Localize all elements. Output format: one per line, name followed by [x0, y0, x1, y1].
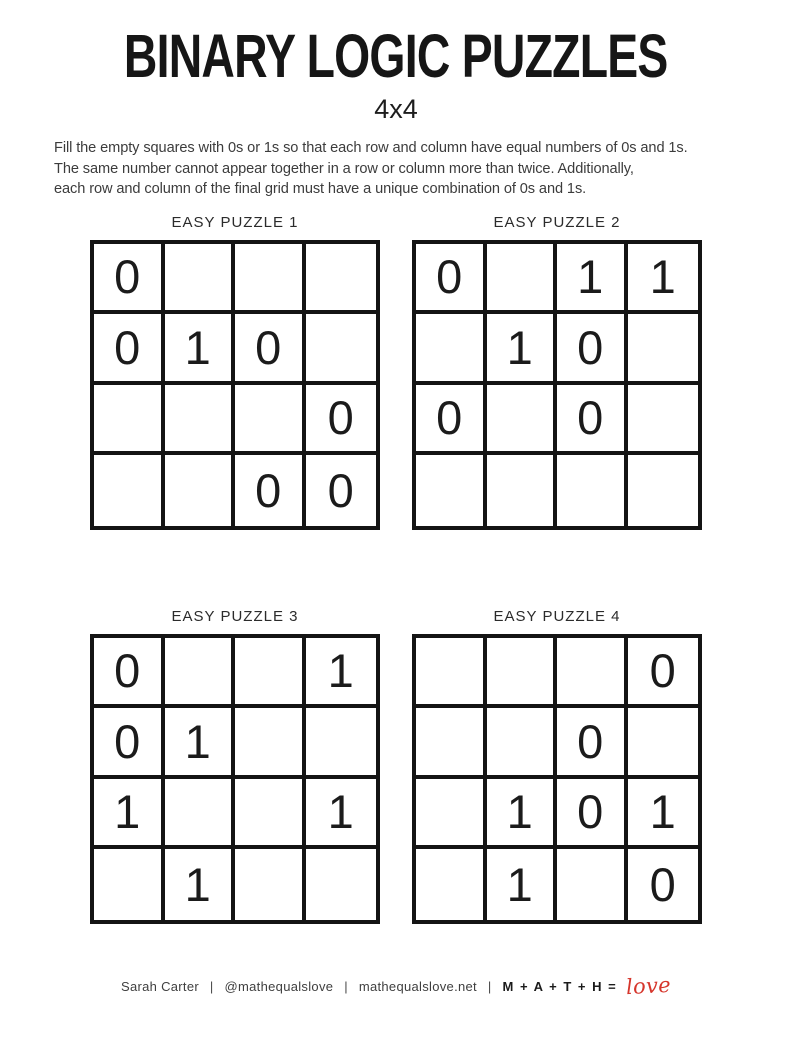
puzzle-cell: 1 — [487, 314, 558, 385]
puzzle-block-4 — [412, 608, 702, 924]
puzzle-cell — [557, 849, 628, 920]
puzzle-cell: 1 — [628, 779, 699, 850]
page-title: BINARY LOGIC PUZZLES — [124, 22, 668, 90]
puzzle-cell — [235, 708, 306, 779]
puzzle-title: EASY PUZZLE 4 — [493, 607, 621, 625]
worksheet-page — [0, 22, 792, 1054]
puzzle-cell: 0 — [649, 857, 676, 911]
puzzle-grid-4 — [412, 634, 702, 924]
puzzle-cell — [416, 779, 487, 850]
puzzle-row-top — [0, 214, 792, 530]
puzzle-cell — [94, 385, 165, 456]
puzzle-block-2 — [412, 214, 702, 530]
puzzle-cell: 1 — [165, 314, 236, 385]
puzzle-block-3 — [90, 608, 380, 924]
puzzle-cell: 0 — [94, 708, 165, 779]
instructions — [54, 138, 738, 200]
puzzle-cell — [416, 849, 487, 920]
puzzle-cell: 1 — [165, 849, 236, 920]
puzzle-title: EASY PUZZLE 3 — [171, 607, 299, 625]
puzzle-cell — [235, 244, 306, 315]
puzzle-cell: 1 — [165, 708, 236, 779]
puzzle-cell: 0 — [94, 244, 165, 315]
puzzle-cell: 0 — [94, 638, 165, 709]
puzzle-cell: 0 — [94, 314, 165, 385]
footer-handle: @mathequalslove — [224, 979, 334, 994]
puzzle-title: EASY PUZZLE 2 — [493, 213, 621, 231]
puzzle-cell — [487, 385, 558, 456]
puzzle-cell — [165, 638, 236, 709]
puzzle-cell — [487, 244, 558, 315]
puzzle-cell — [306, 849, 377, 920]
footer-website: mathequalslove.net — [358, 979, 477, 994]
puzzle-cell — [165, 385, 236, 456]
puzzle-cell — [165, 455, 236, 526]
puzzle-grid-1 — [90, 240, 380, 530]
puzzle-row-bottom — [0, 608, 792, 924]
puzzle-cell — [94, 849, 165, 920]
puzzle-cell — [487, 455, 558, 526]
puzzle-cell: 1 — [306, 779, 377, 850]
puzzle-cell — [557, 638, 628, 709]
footer-separator: | — [344, 979, 348, 994]
puzzle-cell — [557, 455, 628, 526]
puzzle-cell: 0 — [235, 455, 306, 526]
footer-love-script: love — [625, 972, 672, 1000]
puzzle-cell — [165, 779, 236, 850]
instruction-line: The same number cannot appear together in a row or column more than twice. Additionally, — [54, 160, 634, 177]
footer-author: Sarah Carter — [120, 979, 199, 994]
puzzle-cell: 0 — [557, 385, 628, 456]
instruction-line: Fill the empty squares with 0s or 1s so that each row and column have equal numbers of 0s and 1s. — [54, 140, 688, 156]
puzzle-cell: 1 — [306, 638, 377, 709]
puzzle-block-1 — [90, 214, 380, 530]
page-subtitle: 4x4 — [374, 94, 418, 124]
puzzle-cell — [165, 244, 236, 315]
puzzle-cell: 0 — [557, 779, 628, 850]
puzzle-cell: 0 — [557, 314, 628, 385]
puzzle-cell: 0 — [235, 314, 306, 385]
puzzle-cell: 0 — [416, 244, 487, 315]
puzzle-cell — [94, 455, 165, 526]
puzzle-cell — [306, 314, 377, 385]
puzzle-cell: 1 — [557, 244, 628, 315]
puzzle-cell: 0 — [306, 385, 377, 456]
puzzle-cell — [416, 455, 487, 526]
puzzle-cell: 1 — [487, 849, 558, 920]
footer-separator: | — [209, 979, 214, 994]
puzzle-cell: 1 — [628, 244, 699, 315]
footer-credit-line — [0, 972, 792, 1000]
puzzle-cell — [235, 638, 306, 709]
puzzle-cell — [235, 385, 306, 456]
puzzle-cell: 0 — [557, 708, 628, 779]
puzzle-title: EASY PUZZLE 1 — [171, 213, 299, 231]
puzzle-grid-2 — [412, 240, 702, 530]
puzzle-cell — [416, 314, 487, 385]
puzzle-cell: 0 — [628, 638, 699, 709]
puzzle-cell — [416, 708, 487, 779]
puzzle-cell — [306, 244, 377, 315]
puzzle-cell: 0 — [327, 463, 354, 517]
puzzle-cell — [628, 455, 699, 526]
puzzle-cell — [306, 708, 377, 779]
puzzle-cell — [487, 708, 558, 779]
puzzle-cell: 1 — [94, 779, 165, 850]
instruction-line: each row and column of the final grid must have a unique combination of 0s and 1s. — [54, 181, 587, 197]
puzzle-cell — [416, 638, 487, 709]
puzzle-cell — [628, 314, 699, 385]
footer-math-expression: M + A + T + H = — [502, 979, 618, 994]
puzzle-cell — [628, 385, 699, 456]
puzzle-cell — [235, 779, 306, 850]
puzzle-cell — [487, 638, 558, 709]
puzzle-cell: 1 — [487, 779, 558, 850]
puzzle-grid-3 — [90, 634, 380, 924]
footer-separator: | — [487, 979, 492, 994]
puzzle-cell — [628, 708, 699, 779]
puzzle-cell: 0 — [416, 385, 487, 456]
puzzle-cell — [235, 849, 306, 920]
